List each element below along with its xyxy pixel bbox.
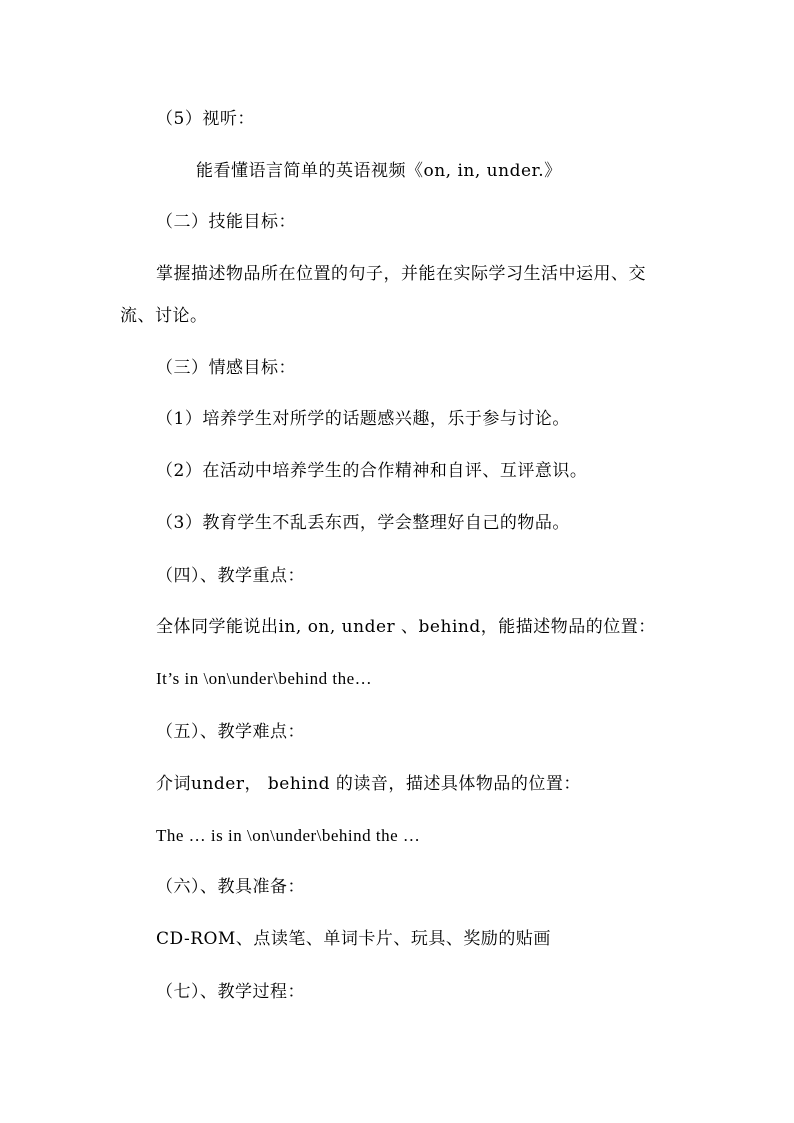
paragraph-teaching-aids: CD-ROM、点读笔、单词卡片、玩具、奖励的贴画	[156, 929, 551, 949]
list-item-emotion-3: （3）教育学生不乱丢东西，学会整理好自己的物品。	[156, 513, 570, 533]
list-item-emotion-2: （2）在活动中培养学生的合作精神和自评、互评意识。	[156, 461, 588, 481]
paragraph-teaching-difficulty: 介词under， behind 的读音，描述具体物品的位置：	[156, 774, 581, 794]
section-heading-audiovisual: （5）视听：	[156, 109, 255, 129]
paragraph-skill-goal-line2: 流、讨论。	[120, 306, 208, 326]
paragraph-difficulty-sentence-pattern: The … is in \on\under\behind the …	[156, 826, 421, 845]
section-heading-teaching-focus: （四）、教学重点：	[156, 566, 305, 586]
paragraph-audiovisual-goal: 能看懂语言简单的英语视频《on, in, under.》	[196, 161, 562, 181]
list-item-emotion-1: （1）培养学生对所学的话题感兴趣，乐于参与讨论。	[156, 409, 570, 429]
paragraph-skill-goal-line1: 掌握描述物品所在位置的句子，并能在实际学习生活中运用、交	[156, 264, 646, 284]
paragraph-teaching-focus: 全体同学能说出in, on, under 、behind，能描述物品的位置：	[156, 617, 656, 637]
section-heading-teaching-aids: （六）、教具准备：	[156, 877, 305, 897]
section-heading-skill-goals: （二）技能目标：	[156, 212, 296, 232]
section-heading-teaching-difficulty: （五）、教学难点：	[156, 722, 305, 742]
section-heading-teaching-process: （七）、教学过程：	[156, 982, 305, 1002]
paragraph-focus-sentence-pattern: It’s in \on\under\behind the…	[156, 669, 373, 688]
section-heading-emotion-goals: （三）情感目标：	[156, 358, 296, 378]
